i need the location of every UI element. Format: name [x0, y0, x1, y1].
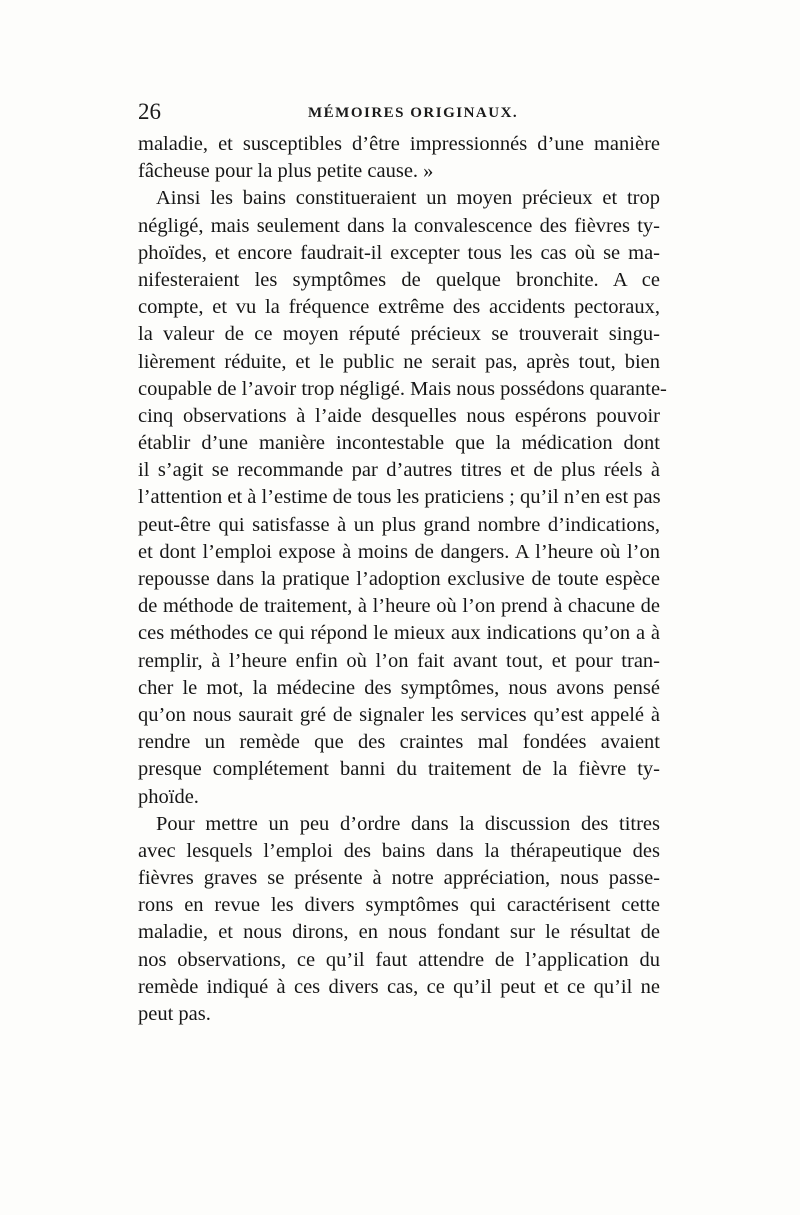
text-line: repousse dans la pratique l’adoption exclusive de toute espèce	[138, 568, 660, 590]
paragraph-first-line: Pour mettre un peu d’ordre dans la discussion des titres	[156, 812, 660, 835]
text-line: cher le mot, la médecine des symptômes, nous avons pensé	[138, 676, 660, 699]
text-line: qu’on nous saurait gré de signaler les services qu’est appelé à	[138, 703, 660, 726]
text-line: fièvres graves se présente à notre appréciation, nous passe-	[138, 867, 660, 890]
text-line: coupable de l’avoir trop négligé. Mais nous possédons quarante-	[138, 377, 667, 400]
text-line: presque complétement banni du traitement de la fièvre ty-	[138, 758, 660, 781]
text-line: rendre un remède que des craintes mal fondées avaient	[138, 731, 660, 754]
page-number: 26	[138, 99, 161, 124]
text-line: maladie, et susceptibles d’être impressionnés d’une manière	[138, 133, 660, 155]
text-line: phoïdes, et encore faudrait-il excepter tous les cas où se ma-	[138, 241, 660, 264]
body-text	[138, 131, 667, 1028]
text-line: et dont l’emploi expose à moins de dangers. A l’heure où l’on	[138, 540, 660, 563]
text-line: remède indiqué à ces divers cas, ce qu’il peut et ce qu’il ne	[138, 975, 660, 998]
text-line: de méthode de traitement, à l’heure où l’on prend à chacune de	[138, 595, 660, 618]
text-line: négligé, mais seulement dans la convalescence des fièvres ty-	[138, 214, 660, 237]
text-line: nos observations, ce qu’il faut attendre de l’application du	[138, 948, 660, 971]
text-line: avec lesquels l’emploi des bains dans la thérapeutique des	[138, 839, 660, 862]
text-line: phoïde.	[138, 785, 199, 808]
paragraph-first-line: Ainsi les bains constitueraient un moyen précieux et trop	[156, 187, 660, 210]
text-line: nifesteraient les symptômes de quelque bronchite. A ce	[138, 268, 660, 291]
text-line: peut pas.	[138, 1003, 211, 1025]
running-head	[138, 97, 662, 127]
text-line: rons en revue les divers symptômes qui caractérisent cette	[138, 894, 660, 917]
text-line: ces méthodes ce qui répond le mieux aux indications qu’on a à	[138, 622, 660, 645]
text-line: fâcheuse pour la plus petite cause. »	[138, 160, 434, 183]
text-line: cinq observations à l’aide desquelles nous espérons pouvoir	[138, 404, 660, 427]
text-line: maladie, et nous dirons, en nous fondant sur le résultat de	[138, 921, 660, 944]
running-title: MÉMOIRES ORIGINAUX.	[308, 105, 519, 121]
text-line: remplir, à l’heure enfin où l’on fait avant tout, et pour tran-	[138, 649, 660, 672]
text-line: l’attention et à l’estime de tous les praticiens ; qu’il n’en est pas	[138, 486, 661, 509]
text-line: la valeur de ce moyen réputé précieux se trouverait singu-	[138, 323, 660, 346]
text-line: peut-être qui satisfasse à un plus grand nombre d’indications,	[138, 513, 660, 536]
text-line: compte, et vu la fréquence extrême des accidents pectoraux,	[138, 296, 660, 319]
text-line: il s’agit se recommande par d’autres titres et de plus réels à	[138, 459, 660, 482]
text-line: lièrement réduite, et le public ne serait pas, après tout, bien	[138, 350, 660, 373]
text-line: établir d’une manière incontestable que la médication dont	[138, 432, 660, 455]
